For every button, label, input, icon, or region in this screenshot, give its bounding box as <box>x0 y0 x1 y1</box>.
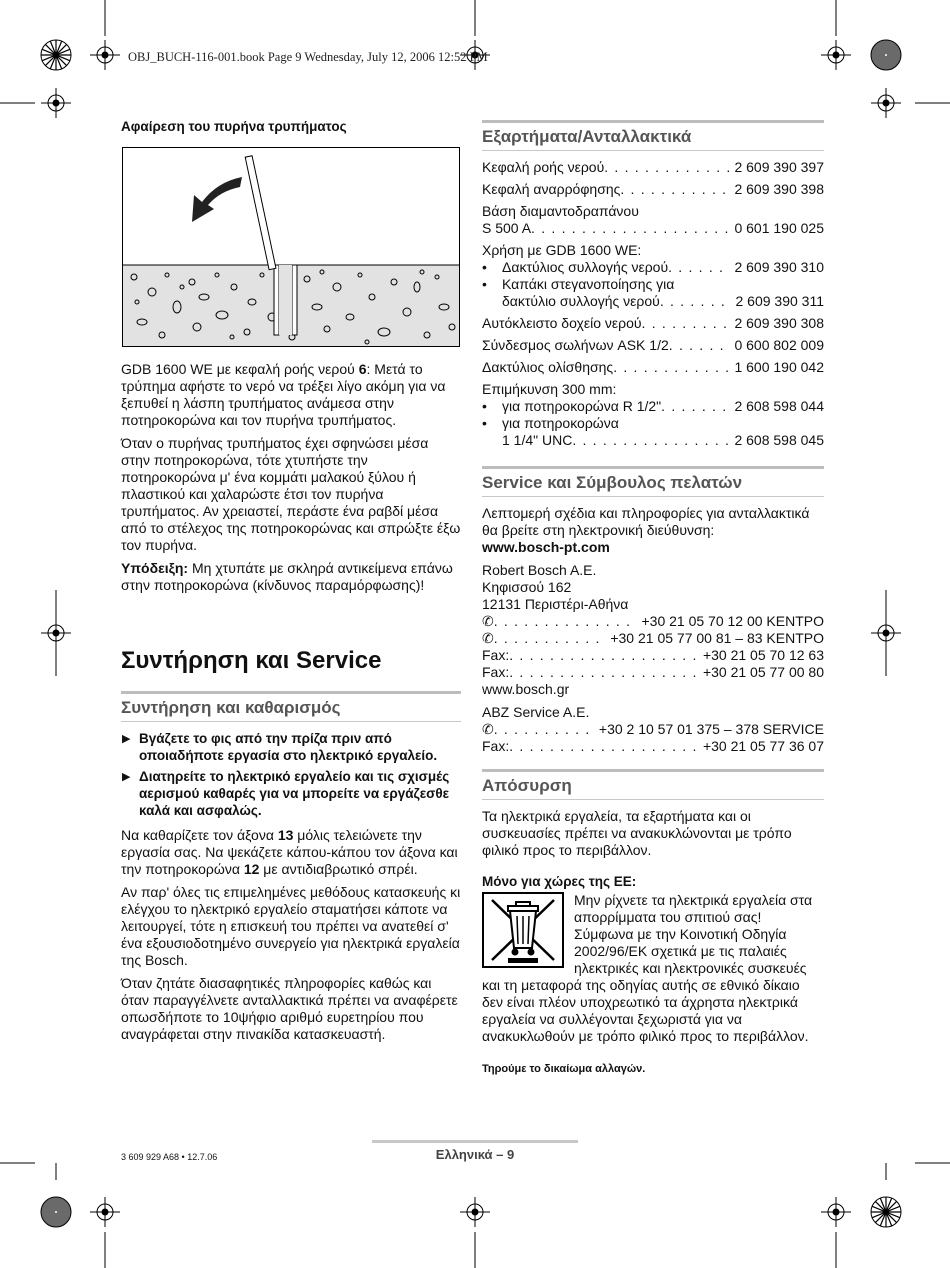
acc-row-water-head: Κεφαλή ροής νερού . . . 2 609 390 397 <box>482 159 824 176</box>
bullet-keep-clean: ▶ Διατηρείτε το ηλεκτρικό εργαλείο και τις σχισμές αερισμού καθαρές για να μπορείτε να εργάζεσθε καλά και ασφαλώς. <box>122 769 450 818</box>
abz-service-name: ABZ Service A.E. <box>482 704 590 720</box>
right-column <box>482 118 824 1078</box>
fax-row-2: Fax: . . . +30 21 05 77 00 80 <box>482 664 824 681</box>
acc-row-hose-connector: Σύνδεσμος σωλήνων ASK 1/2 . . . 0 600 802 009 <box>482 337 824 354</box>
disposal-heading: Απόσυρση <box>482 769 824 800</box>
core-removal-illustration <box>122 147 460 347</box>
address-company: Robert Bosch A.E. <box>482 562 597 578</box>
service-heading: Service και Σύμβουλος πελατών <box>482 466 824 497</box>
acc-row-water-tank: Αυτόκλειστο δοχείο νερού . . . 2 609 390 308 <box>482 315 824 332</box>
weee-household-warning: Μην ρίχνετε τα ηλεκτρικά εργαλεία στα απορρίμματα του σπιτιού σας! <box>574 892 813 925</box>
weee-directive-text: Σύμφωνα με την Κοινοτική Οδηγία 2002/96/ΕΚ σχετικά με τις παλαιές ηλεκτρικές και ηλεκτρονικές συσκευές και τη μεταφορά της οδηγίας αυτής σε εθνικό δίκαιο δεν είναι πλέον υποχρεωτικό τα άχρηστα ηλεκτρικά εργαλεία να συλλέγονται ξεχωριστά για να ανακυκλωθούν με τρόπο φιλικό προς το περιβάλλον. <box>482 926 809 1044</box>
phone-icon: ✆ <box>482 721 494 737</box>
footer-page-number: Ελληνικά – 9 <box>372 1140 578 1162</box>
address-street: Κηφισσού 162 <box>482 579 572 595</box>
safety-bullets <box>121 730 461 819</box>
triangle-bullet-icon: ▶ <box>122 771 131 783</box>
footer-code: 3 609 929 A68 • 12.7.06 <box>121 1152 218 1162</box>
left-column <box>121 118 461 1049</box>
paragraph-repair: Αν παρ' όλες τις επιμελημένες μεθόδους κατασκευής κι ελέγχου το ηλεκτρικό εργαλείο σταματήσει κάποτε να λειτουργεί, τότε η επισκευή του πρέπει να ανατεθεί σ' ένα εξουσιοδοτημένο συνεργείο για ηλεκτρικά εργαλεία της Bosch. <box>121 884 461 968</box>
crossed-bin-icon <box>482 892 564 968</box>
phone-icon: ✆ <box>482 613 494 629</box>
core-removal-heading: Αφαίρεση του πυρήνα τρυπήματος <box>121 119 347 134</box>
paragraph-clean-spindle: Να καθαρίζετε τον άξονα 13 μόλις τελειώνετε την εργασία σας. Να ψεκάζετε κάπου-κάπου τον άξονα και την ποτηροκορώνα 12 με αντιδιαβρωτικό σπρέι. <box>121 827 458 877</box>
bosch-pt-link[interactable]: www.bosch-pt.com <box>482 539 610 555</box>
acc-row-slip-ring: Δακτύλιος ολίσθησης . . . 1 600 190 042 <box>482 359 824 376</box>
paragraph-part-number: Όταν ζητάτε διασαφητικές πληροφορίες καθώς και όταν παραγγέλνετε ανταλλακτικά πρέπει να αναφέρετε οπωσδήποτε το 10ψήφιο αριθμό ευρετηρίου που αναγράφεται στην πινακίδα κατασκευαστή. <box>121 975 458 1042</box>
triangle-bullet-icon: ▶ <box>122 733 131 745</box>
acc-row-suction-head: Κεφαλή αναρρόφησης . . . 2 609 390 398 <box>482 181 824 198</box>
weee-section <box>482 892 824 1045</box>
disposal-paragraph: Τα ηλεκτρικά εργαλεία, τα εξαρτήματα και οι συσκευασίες πρέπει να ανακυκλώνονται με τρόπο φιλικό προς το περιβάλλον. <box>482 808 792 858</box>
service-intro: Λεπτομερή σχέδια και πληροφορίες για ανταλλακτικά θα βρείτε στη ηλεκτρονική διεύθυνση: www.bosch-pt.com <box>482 505 810 555</box>
paragraph-water-flush: GDB 1600 WE με κεφαλή ροής νερού 6: Μετά το τρύπημα αφήστε το νερό να τρέξει λίγο ακόμη για να ξεπυθεί η λάσπη τρυπήματος ανάμεσα στην ποτηροκορώνα και τον πυρήνα τρυπήματος. <box>121 361 446 428</box>
acc-row-gdb1600: Χρήση με GDB 1600 WE: • Δακτύλιος συλλογής νερού . . . 2 609 390 310 • Καπάκι στεγανοποίησης για δακτύλιο συλλογής νερού . . . 2 609 390 311 <box>482 242 824 310</box>
acc-row-drill-stand: Βάση διαμαντοδραπάνου S 500 A . . . 0 601 190 025 <box>482 203 824 237</box>
phone-row-3: ✆ . . . +30 2 10 57 01 375 – 378 SERVICE <box>482 721 824 738</box>
paragraph-core-stuck: Όταν ο πυρήνας τρυπήματος έχει σφηνώσει μέσα στην ποτηροκορώνα, τότε χτυπήστε την ποτηροκορώνα μ' ένα κομμάτι μαλακού ξύλου ή πλαστικού και χαλαρώστε έτσι τον πυρήνα τρυπήματος. Αν χρειαστεί, περάστε ένα ραβδί μέσα από το στέλεχος της ποτηροκορώνας και σπρώξτε έξω τον πυρήνα. <box>121 435 461 553</box>
paragraph-note: Υπόδειξη: Μη χτυπάτε με σκληρά αντικείμενα επάνω στην ποτηροκορώνα (κίνδυνος παραμόρφωσης)! <box>121 560 453 593</box>
print-header: OBJ_BUCH-116-001.book Page 9 Wednesday, July 12, 2006 12:52 PM <box>128 50 488 64</box>
accessories-heading: Εξαρτήματα/Ανταλλακτικά <box>482 120 824 151</box>
phone-row-1: ✆ . . . +30 21 05 70 12 00 ΚΕΝΤΡΟ <box>482 613 824 630</box>
fax-row-1: Fax: . . . +30 21 05 70 12 63 <box>482 647 824 664</box>
rights-reserved: Τηρούμε το δικαίωμα αλλαγών. <box>482 1063 646 1075</box>
eu-only-heading: Μόνο για χώρες της ΕΕ: <box>482 874 637 889</box>
section-title-maintenance-service: Συντήρηση και Service <box>121 647 382 674</box>
bosch-gr-link[interactable]: www.bosch.gr <box>482 681 570 697</box>
acc-row-extension: Επιμήκυνση 300 mm: • για ποτηροκορώνα R 1/2" . . . 2 608 598 044 • για ποτηροκορώνα 1 1/4" UNC . . . 2 608 598 045 <box>482 381 824 449</box>
phone-icon: ✆ <box>482 630 494 646</box>
maintenance-cleaning-heading: Συντήρηση και καθαρισμός <box>121 691 461 722</box>
phone-row-2: ✆ . . . +30 21 05 77 00 81 – 83 ΚΕΝΤΡΟ <box>482 630 824 647</box>
address-city: 12131 Περιστέρι-Αθήνα <box>482 596 629 612</box>
fax-row-3: Fax: . . . +30 21 05 77 36 07 <box>482 738 824 755</box>
bullet-unplug: ▶ Βγάζετε το φις από την πρίζα πριν από οποιαδήποτε εργασία στο ηλεκτρικό εργαλείο. <box>122 731 438 763</box>
